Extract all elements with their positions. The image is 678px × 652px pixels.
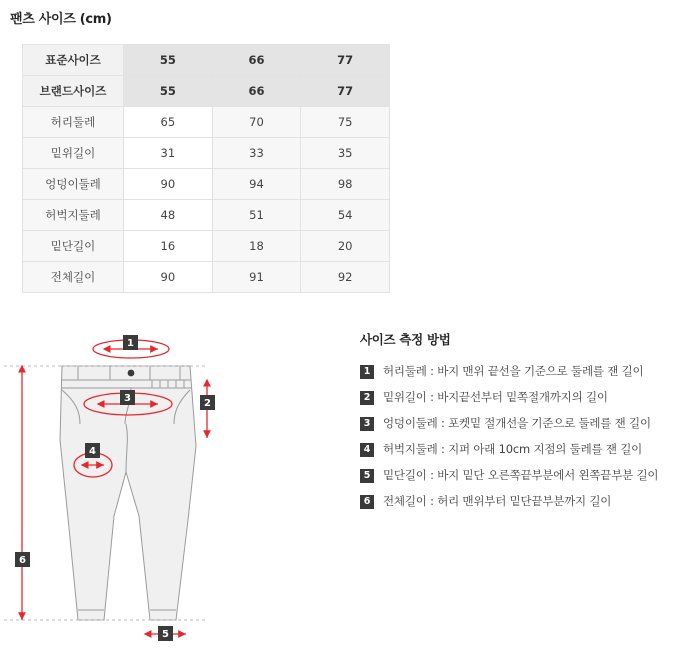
table-row-label: 허리둘레 — [23, 107, 124, 138]
legend-number-badge: 6 — [360, 495, 374, 509]
legend-number-badge: 3 — [360, 417, 374, 431]
diagram-marker-1: 1 — [127, 338, 134, 349]
legend-item — [360, 494, 670, 509]
table-cell: 54 — [301, 200, 390, 231]
table-header-cell: 55 — [124, 76, 213, 107]
table-header-cell: 66 — [212, 76, 301, 107]
table-row — [23, 200, 390, 231]
table-cell: 90 — [124, 262, 213, 293]
table-row-label: 전체길이 — [23, 262, 124, 293]
table-row-label: 허벅지둘레 — [23, 200, 124, 231]
legend-number-badge: 2 — [360, 391, 374, 405]
size-table — [22, 44, 390, 293]
legend-item-text: 허벅지둘레 : 지퍼 아래 10cm 지점의 둘레를 잰 길이 — [383, 442, 643, 456]
table-cell: 35 — [301, 138, 390, 169]
legend-number-badge: 4 — [360, 443, 374, 457]
table-cell: 65 — [124, 107, 213, 138]
table-cell: 90 — [124, 169, 213, 200]
table-row — [23, 107, 390, 138]
table-header-cell: 55 — [124, 45, 213, 76]
legend-item — [360, 442, 670, 457]
diagram-marker-3: 3 — [124, 393, 131, 404]
table-row — [23, 138, 390, 169]
legend-item-text: 전체길이 : 허리 맨위부터 밑단끝부분까지 길이 — [383, 494, 612, 508]
table-header-label: 브랜드사이즈 — [23, 76, 124, 107]
legend-item — [360, 390, 670, 405]
legend-title: 사이즈 측정 방법 — [360, 332, 451, 347]
table-cell: 94 — [212, 169, 301, 200]
table-cell: 75 — [301, 107, 390, 138]
table-row-label: 밑단길이 — [23, 231, 124, 262]
table-cell: 33 — [212, 138, 301, 169]
table-header-cell: 77 — [301, 45, 390, 76]
table-row — [23, 169, 390, 200]
table-cell: 92 — [301, 262, 390, 293]
legend-item-text: 허리둘레 : 바지 맨위 끝선을 기준으로 둘레를 잰 길이 — [383, 364, 644, 378]
table-cell: 20 — [301, 231, 390, 262]
legend-item — [360, 416, 670, 431]
legend-number-badge: 1 — [360, 365, 374, 379]
legend-item — [360, 468, 670, 483]
diagram-marker-4: 4 — [89, 446, 96, 457]
table-cell: 70 — [212, 107, 301, 138]
measurement-legend — [360, 330, 670, 520]
legend-item-text: 밑단길이 : 바지 밑단 오른쪽끝부분에서 왼쪽끝부분 길이 — [383, 468, 659, 482]
table-cell: 31 — [124, 138, 213, 169]
table-cell: 51 — [212, 200, 301, 231]
legend-item-text: 엉덩이둘레 : 포켓밑 절개선을 기준으로 둘레를 잰 길이 — [383, 416, 651, 430]
table-header-cell: 66 — [212, 45, 301, 76]
table-cell: 98 — [301, 169, 390, 200]
table-cell: 48 — [124, 200, 213, 231]
diagram-marker-5: 5 — [162, 629, 169, 640]
table-cell: 91 — [212, 262, 301, 293]
legend-number-badge: 5 — [360, 469, 374, 483]
page-title: 팬츠 사이즈 (cm) — [10, 12, 112, 27]
table-header-row — [23, 45, 390, 76]
table-header-row — [23, 76, 390, 107]
diagram-marker-6: 6 — [19, 555, 26, 566]
legend-item — [360, 364, 670, 379]
table-row — [23, 231, 390, 262]
table-cell: 16 — [124, 231, 213, 262]
size-table-body — [23, 45, 390, 293]
table-row — [23, 262, 390, 293]
diagram-marker-2: 2 — [204, 398, 211, 409]
legend-item-text: 밑위길이 : 바지끝선부터 밑쪽절개까지의 길이 — [383, 390, 608, 404]
table-header-label: 표준사이즈 — [23, 45, 124, 76]
table-header-cell: 77 — [301, 76, 390, 107]
table-cell: 18 — [212, 231, 301, 262]
pants-measurement-diagram — [0, 320, 345, 652]
table-row-label: 엉덩이둘레 — [23, 169, 124, 200]
table-row-label: 밑위길이 — [23, 138, 124, 169]
